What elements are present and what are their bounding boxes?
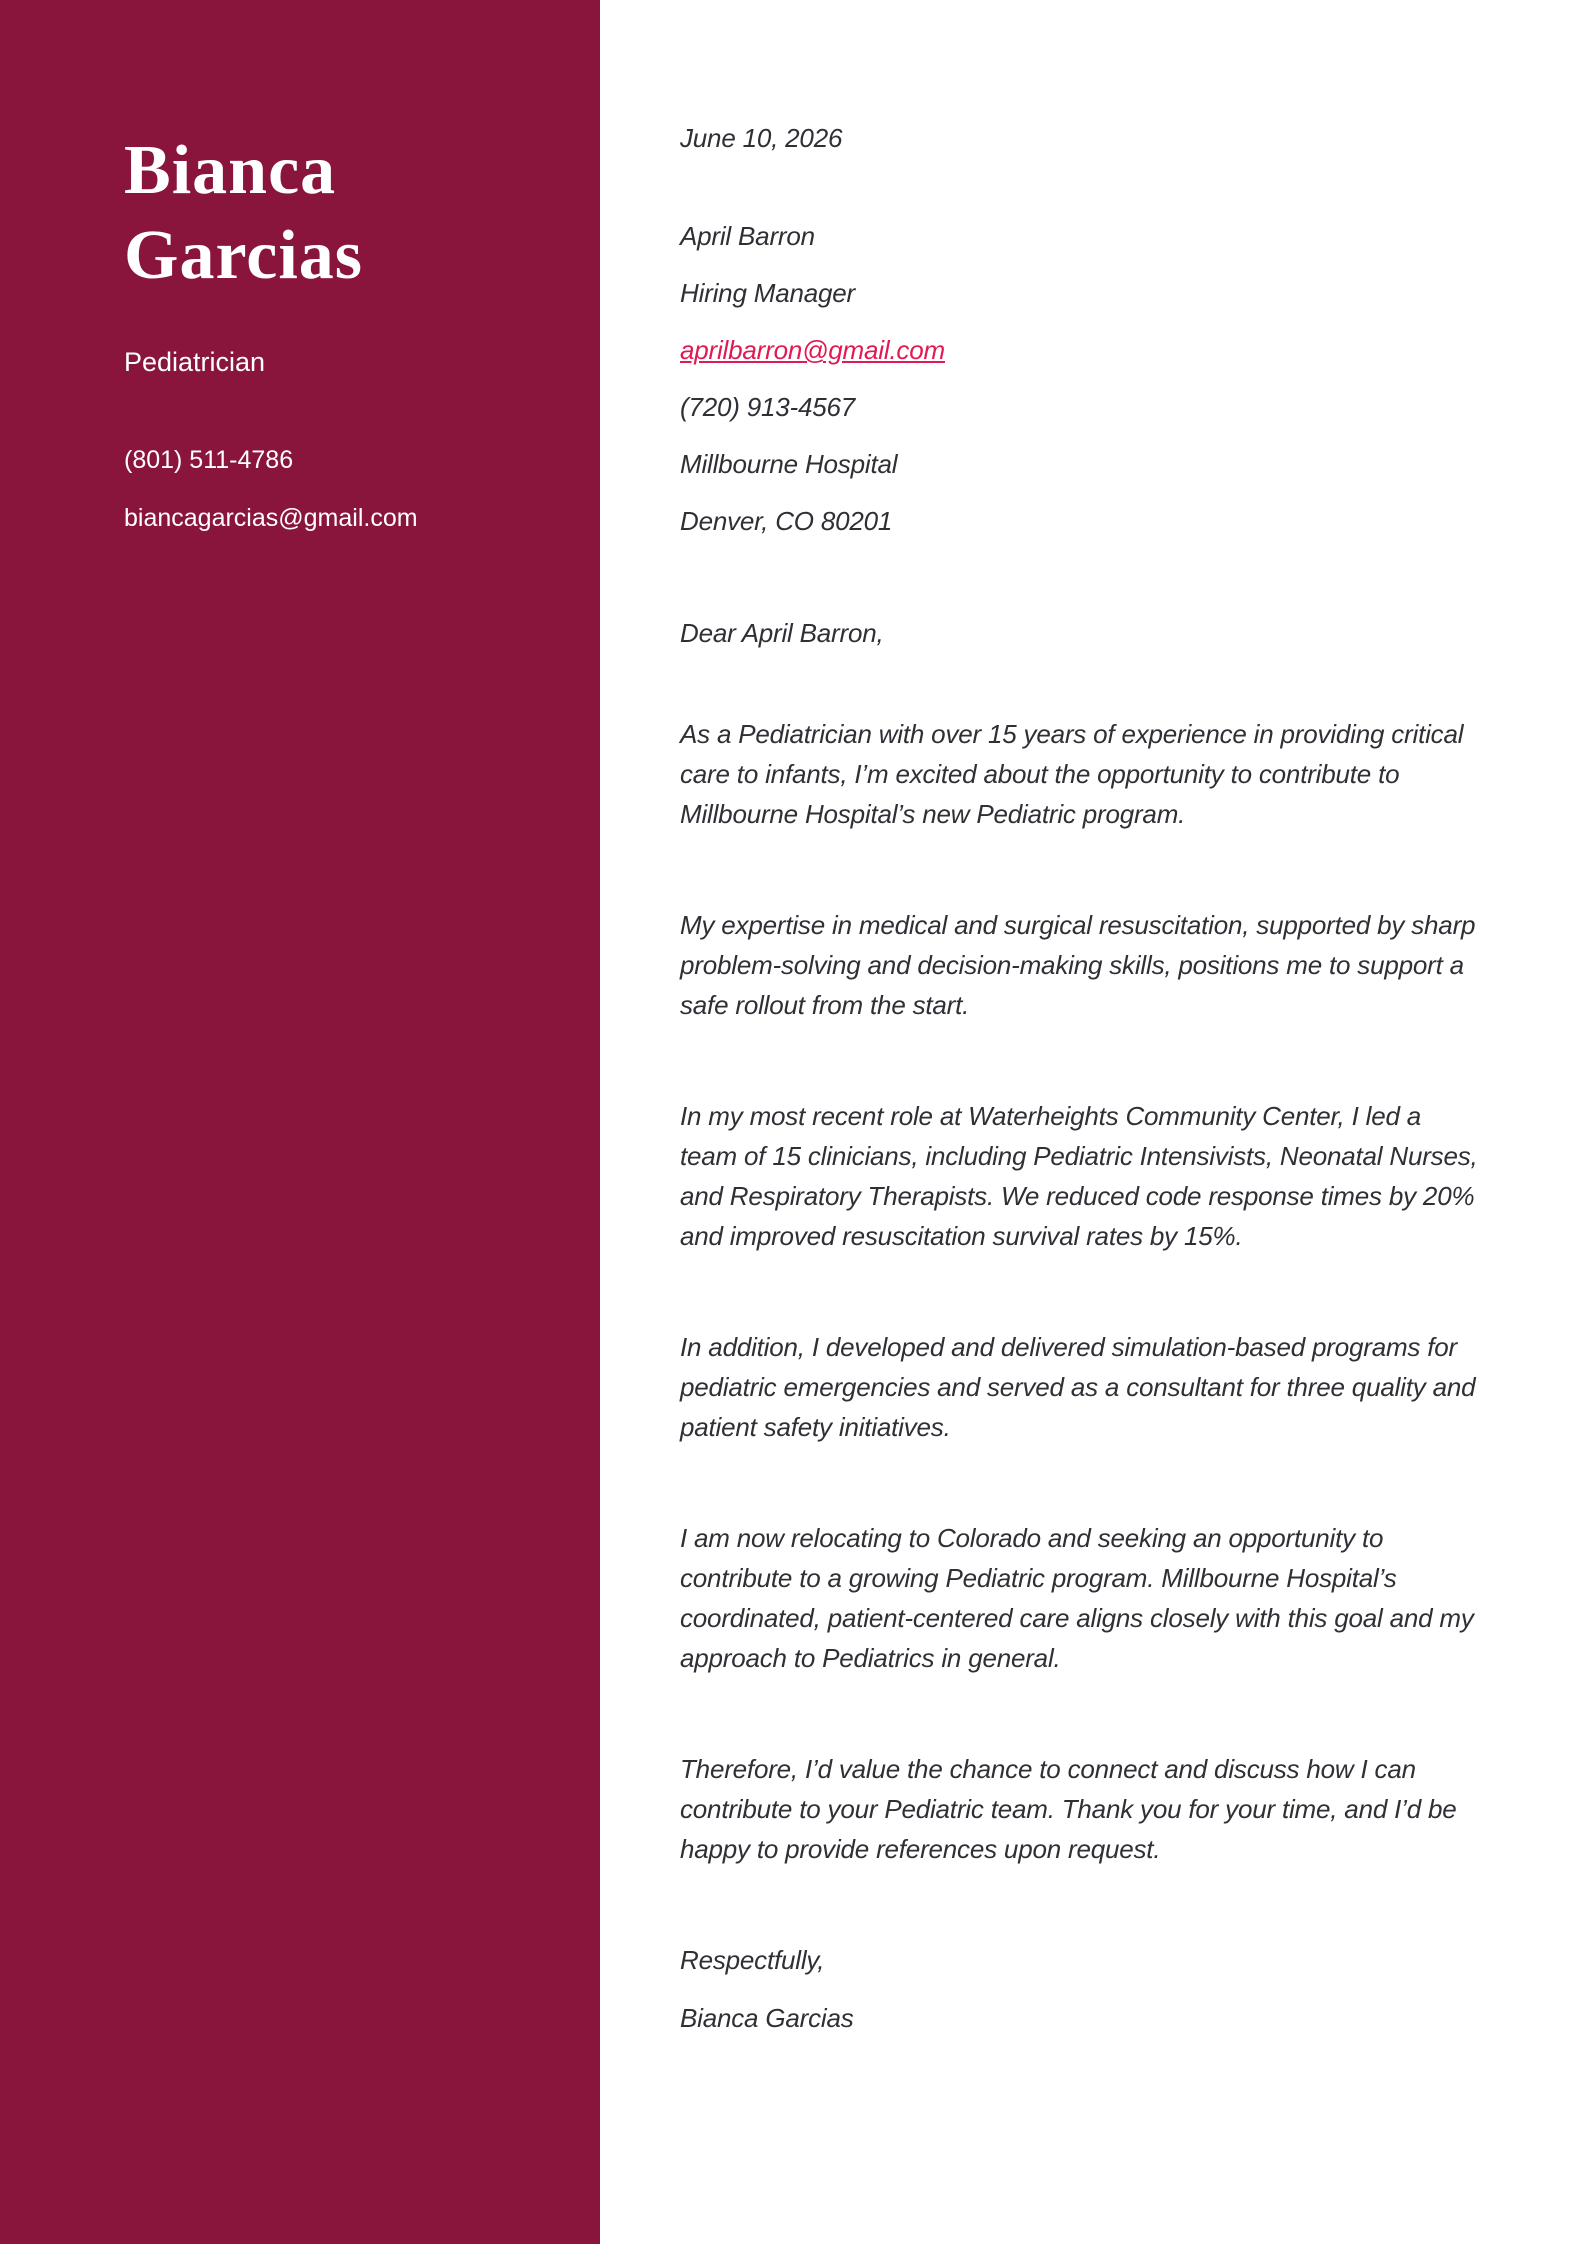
closing-block [680,1940,1485,2038]
recipient-phone: (720) 913-4567 [680,392,855,422]
signature-name: Bianca Garcias [680,2003,854,2033]
letter-paragraph: I am now relocating to Colorado and seeking an opportunity to contribute to a growing Pediatric program. Millbourne Hospital’s coordinated, patient-centered care aligns closely with this goal and my approach to Pediatrics in general. [680,1523,1474,1673]
recipient-location: Denver, CO 80201 [680,506,893,536]
recipient-email-link[interactable]: aprilbarron@gmail.com [680,335,945,365]
profile-first-name: Bianca [124,132,337,209]
recipient-name: April Barron [680,221,815,251]
recipient-company: Millbourne Hospital [680,449,898,479]
profile-email: biancagarcias@gmail.com [124,504,418,532]
letter-paragraph: In addition, I developed and delivered simulation-based programs for pediatric emergencies and served as a consultant for three quality and patient safety initiatives. [680,1332,1476,1442]
letter-paragraph: In my most recent role at Waterheights Community Center, I led a team of 15 clinicians, including Pediatric Intensivists, Neonatal Nurses, and Respiratory Therapists. We reduced code response times by 20% and improved resuscitation survival rates by 15%. [680,1101,1478,1251]
contact-block [124,442,530,536]
profile-name [124,128,530,298]
letter-date: June 10, 2026 [680,123,843,153]
salutation: Dear April Barron, [680,618,884,648]
letter-paragraph: Therefore, I’d value the chance to connect and discuss how I can contribute to your Pediatric team. Thank you for your time, and I’d be happy to provide references upon request. [680,1754,1457,1864]
recipient-role: Hiring Manager [680,278,855,308]
recipient-block [680,216,1485,541]
closing: Respectfully, [680,1945,825,1975]
profile-title: Pediatrician [124,347,266,377]
letter-paragraph: My expertise in medical and surgical resuscitation, supported by sharp problem-solving and decision-making skills, positions me to support a safe rollout from the start. [680,910,1476,1020]
profile-phone: (801) 511-4786 [124,446,294,474]
letter-body [680,0,1485,2056]
letter-paragraph: As a Pediatrician with over 15 years of experience in providing critical care to infants, I’m excited about the opportunity to contribute to Millbourne Hospital’s new Pediatric program. [680,719,1464,829]
profile-last-name: Garcias [124,217,364,294]
sidebar [0,0,600,2244]
